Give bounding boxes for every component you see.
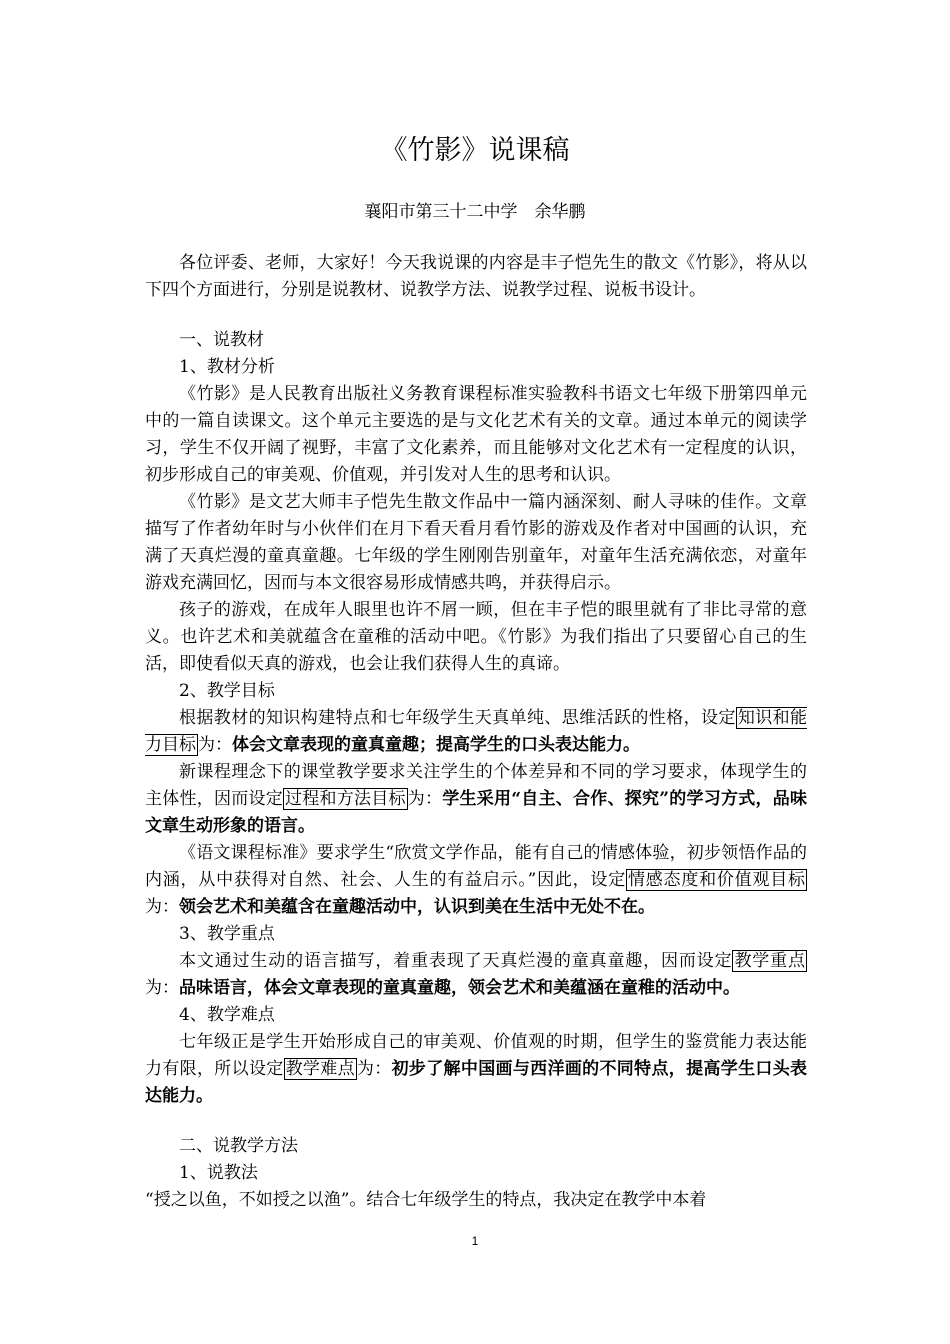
document-body — [145, 250, 807, 1214]
page-number: 1 — [471, 1234, 479, 1248]
goal-paragraph — [145, 705, 807, 759]
author-line: 襄阳市第三十二中学 余华鹏 — [364, 202, 586, 222]
text-run: 根据教材的知识构建特点和七年级学生天真单纯、思维活跃的性格，设定 — [179, 708, 736, 728]
goal-paragraph — [145, 840, 807, 921]
boxed-term: 教学重点 — [734, 951, 806, 971]
boxed-term: 情感态度和价值观目标 — [627, 870, 805, 890]
bold-text: 体会文章表现的童真童趣；提高学生的口头表达能力。 — [232, 735, 640, 755]
text-run: 《语文课程标准》要求学生“欣赏文学作品，能有自己的情感体验，初步领悟作品的内涵，从中获得对自然、社会、人生的有益启示。”因此，设定 — [145, 843, 807, 890]
section-heading: 一、说教材 — [179, 330, 264, 350]
difficulty-paragraph — [145, 1029, 807, 1110]
text-run: 新课程理念下的课堂教学要求关注学生的个体差异和不同的学习要求，体现学生的主体性，因而设定 — [145, 762, 807, 809]
boxed-term: 知识和能力目标 — [145, 708, 808, 755]
subsection-heading: 1、教材分析 — [179, 357, 275, 377]
subsection-heading: 4、教学难点 — [179, 1005, 275, 1025]
text-run: 为： — [407, 789, 443, 809]
text-run: 七年级正是学生开始形成自己的审美观、价值观的时期，但学生的鉴赏能力表达能力有限，所以设定 — [145, 1032, 807, 1079]
goal-paragraph — [145, 759, 807, 840]
subsection-heading: 2、教学目标 — [179, 681, 275, 701]
text-run: 为： — [145, 978, 179, 998]
document-title: 《竹影》说课稿 — [380, 135, 570, 166]
text-run: 本文通过生动的语言描写，着重表现了天真烂漫的童真童趣，因而设定 — [179, 951, 733, 971]
subsection-heading: 1、说教法 — [179, 1163, 258, 1183]
text-run: 为： — [198, 735, 232, 755]
paragraph: 《竹影》是人民教育出版社义务教育课程标准实验教科书语文七年级下册第四单元中的一篇自读课文。这个单元主要选的是与文化艺术有关的文章。通过本单元的阅读学习，学生不仅开阔了视野，丰富了文化素养，而且能够对文化艺术有一定程度的认识，初步形成自己的审美观、价值观，并引发对人生的思考和认识。 — [145, 384, 807, 485]
boxed-term: 过程和方法目标 — [285, 789, 406, 809]
paragraph: 《竹影》是文艺大师丰子恺先生散文作品中一篇内涵深刻、耐人寻味的佳作。文章描写了作者幼年时与小伙伴们在月下看天看月看竹影的游戏及作者对中国画的认识，充满了天真烂漫的童真童趣。七年级的学生刚刚告别童年，对童年生活充满依恋，对童年游戏充满回忆，因而与本文很容易形成情感共鸣，并获得启示。 — [145, 492, 807, 593]
spacer — [145, 1110, 807, 1133]
spacer — [145, 304, 807, 327]
bold-text: 领会艺术和美蕴含在童趣活动中，认识到美在生活中无处不在。 — [179, 897, 655, 917]
subsection-heading: 3、教学重点 — [179, 924, 275, 944]
bold-text: 初步了解中国画与西洋画的不同特点，提高学生口头表达能力。 — [145, 1059, 808, 1106]
boxed-term: 教学难点 — [285, 1059, 355, 1079]
bold-text: 学生采用“自主、合作、探究”的学习方式，品味文章生动形象的语言。 — [145, 789, 808, 836]
paragraph: 孩子的游戏，在成年人眼里也许不屑一顾，但在丰子恺的眼里就有了非比寻常的意义。也许艺术和美就蕴含在童稚的活动中吧。《竹影》为我们指出了只要留心自己的生活，即使看似天真的游戏，也会让我们获得人生的真谛。 — [145, 600, 807, 674]
intro-paragraph: 各位评委、老师，大家好！今天我说课的内容是丰子恺先生的散文《竹影》，将从以下四个方面进行，分别是说教材、说教学方法、说教学过程、说板书设计。 — [145, 253, 807, 300]
bold-text: 品味语言，体会文章表现的童真童趣，领会艺术和美蕴涵在童稚的活动中。 — [179, 978, 740, 998]
text-run: 为： — [145, 897, 179, 917]
paragraph: “授之以鱼，不如授之以渔”。结合七年级学生的特点，我决定在教学中本着 — [145, 1190, 707, 1210]
key-point-paragraph — [145, 948, 807, 1002]
section-heading: 二、说教学方法 — [179, 1136, 298, 1156]
text-run: 为： — [356, 1059, 392, 1079]
